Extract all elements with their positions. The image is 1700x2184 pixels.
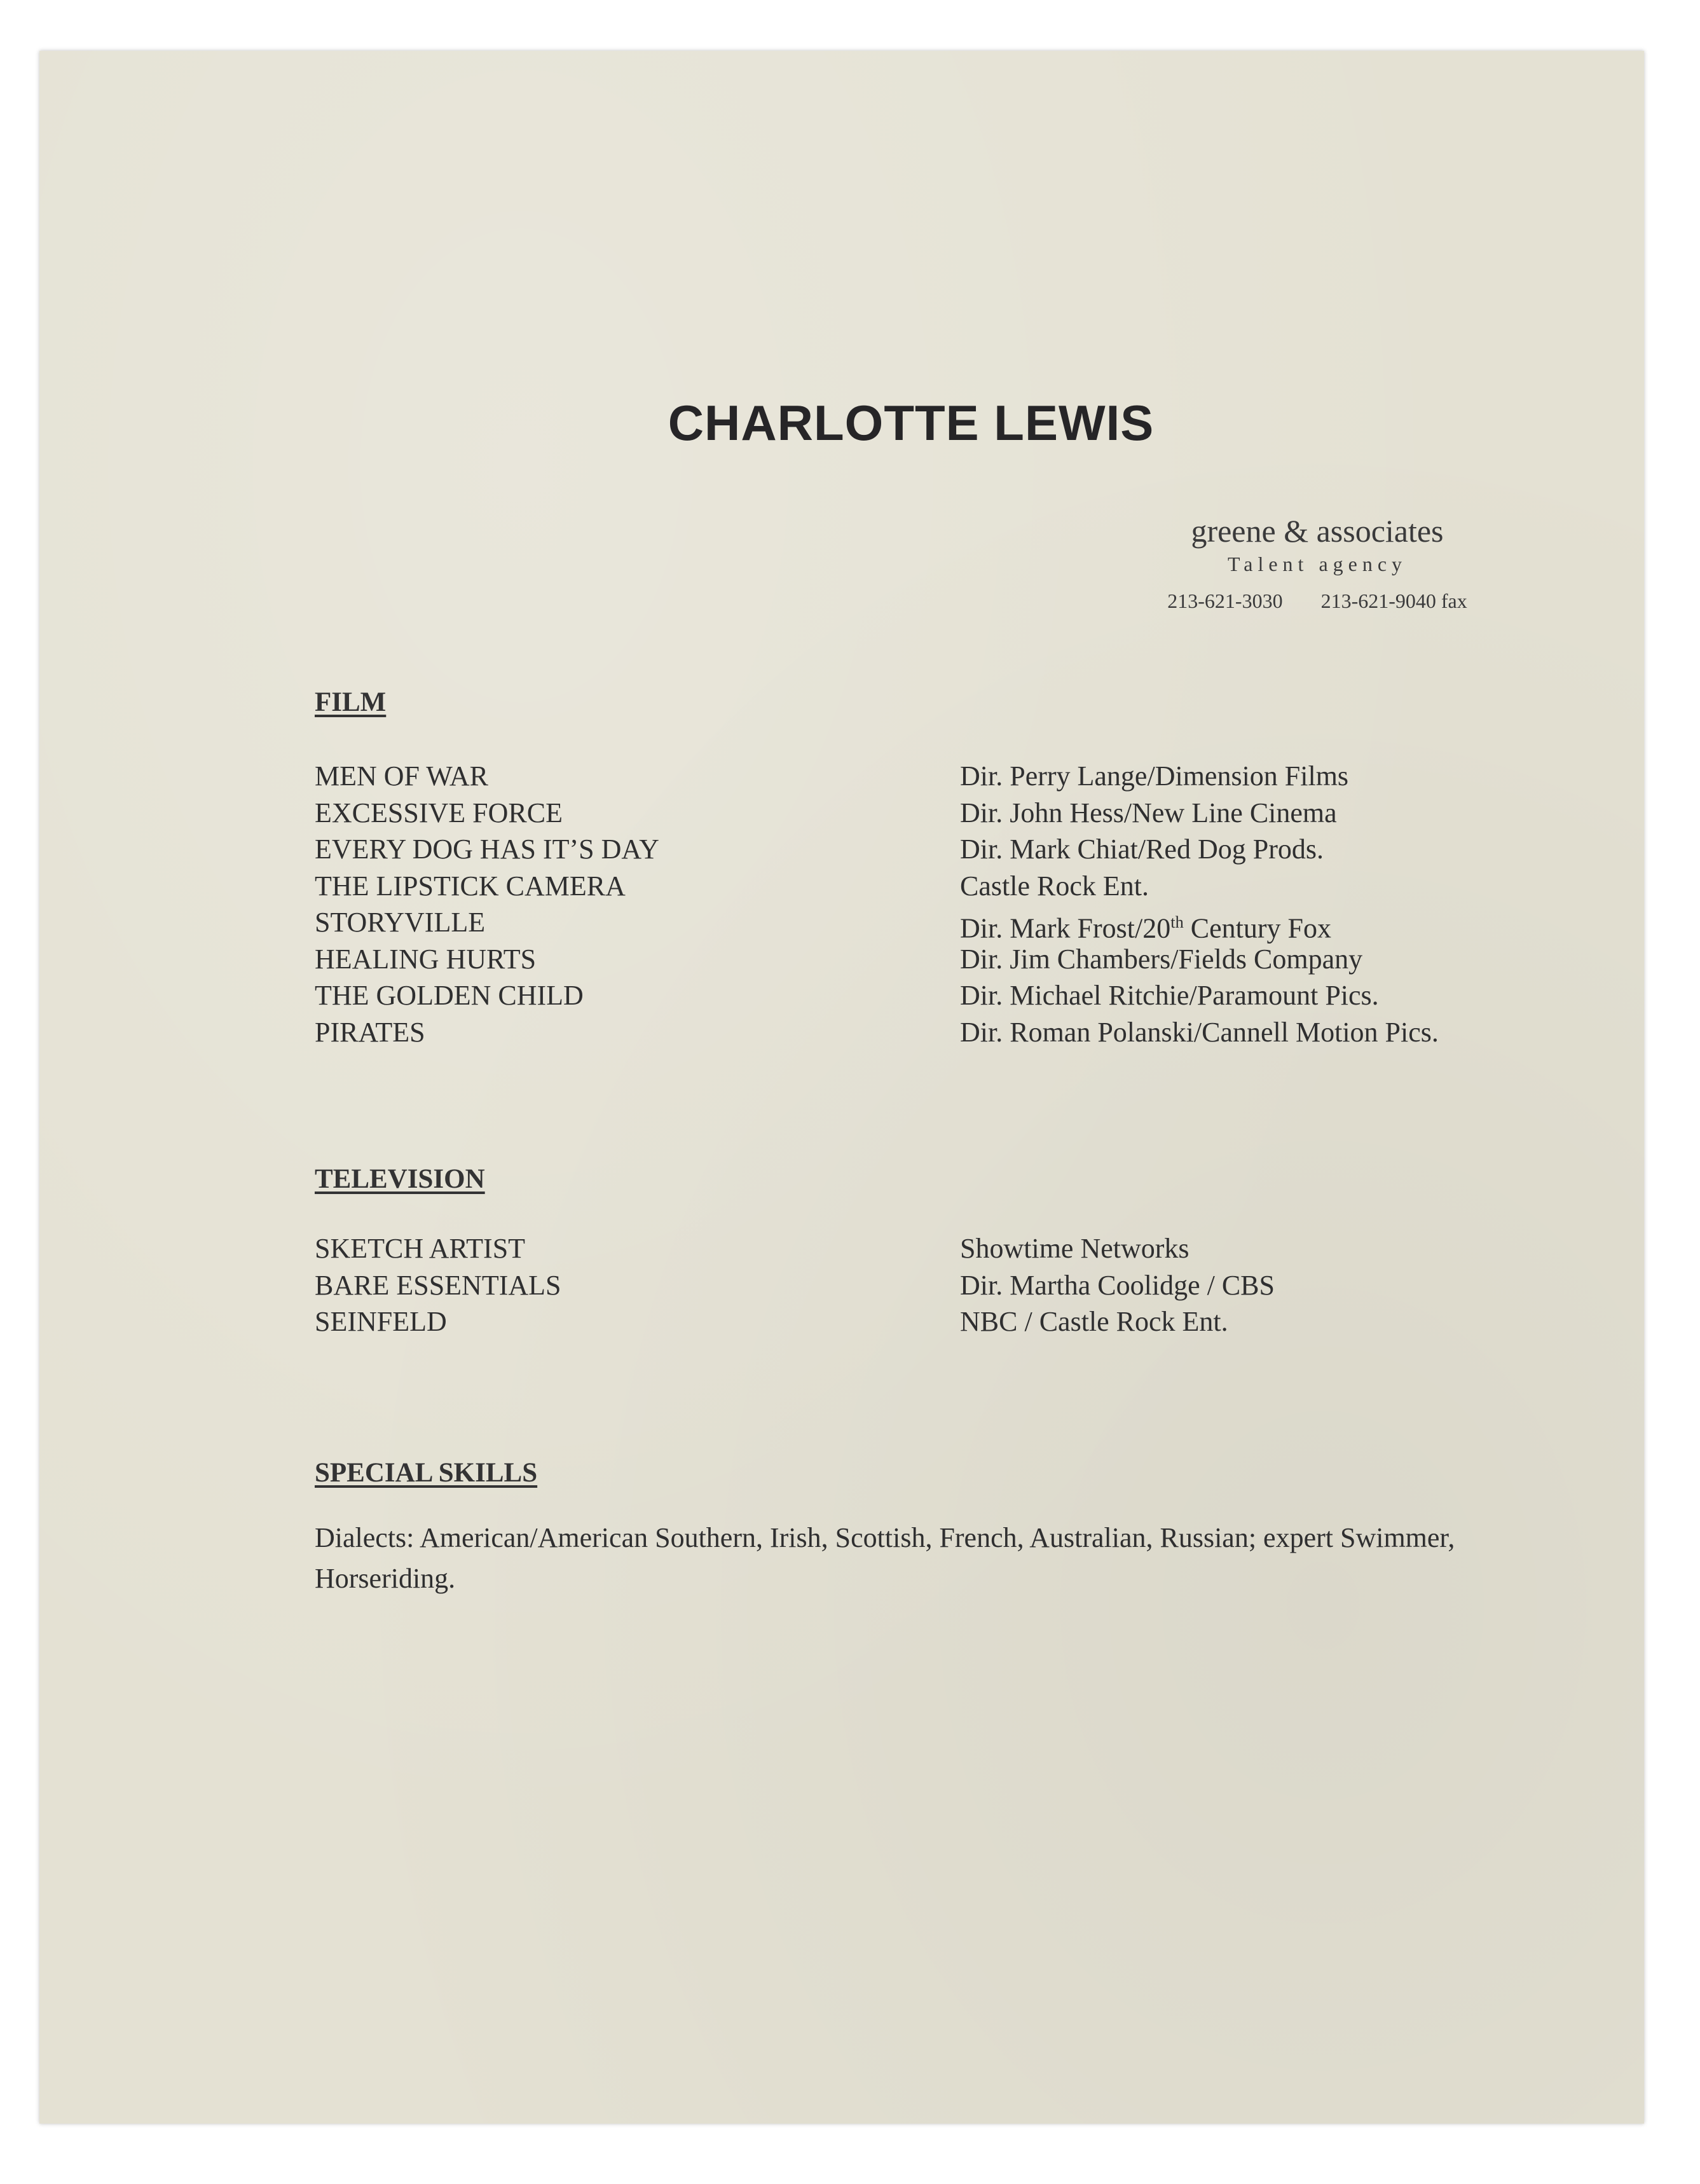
credit-title: THE LIPSTICK CAMERA bbox=[315, 870, 626, 902]
credit-detail: Showtime Networks bbox=[960, 1233, 1189, 1264]
credit-detail: Castle Rock Ent. bbox=[960, 870, 1149, 902]
resume-page bbox=[39, 51, 1644, 2124]
credit-detail: Dir. Michael Ritchie/Paramount Pics. bbox=[960, 980, 1379, 1011]
credit-title: STORYVILLE bbox=[315, 907, 486, 938]
credit-detail: Dir. John Hess/New Line Cinema bbox=[960, 797, 1337, 828]
credit-detail: Dir. Mark Frost/20th Century Fox bbox=[960, 912, 1331, 944]
agency-subtitle: Talent agency bbox=[1227, 553, 1408, 575]
special-skills-heading: SPECIAL SKILLS bbox=[315, 1458, 538, 1488]
agency-fax: 213-621-9040 fax bbox=[1320, 589, 1467, 612]
credit-title: EXCESSIVE FORCE bbox=[315, 797, 563, 828]
credit-detail: Dir. Roman Polanski/Cannell Motion Pics. bbox=[960, 1016, 1439, 1048]
credit-title: BARE ESSENTIALS bbox=[315, 1269, 561, 1301]
ordinal-suffix: th bbox=[1170, 912, 1184, 931]
credit-detail: Dir. Jim Chambers/Fields Company bbox=[960, 943, 1363, 975]
credit-detail: NBC / Castle Rock Ent. bbox=[960, 1306, 1228, 1337]
credit-detail: Dir. Martha Coolidge / CBS bbox=[960, 1269, 1275, 1301]
film-heading: FILM bbox=[315, 687, 387, 717]
credit-title: THE GOLDEN CHILD bbox=[315, 980, 584, 1011]
credit-title: HEALING HURTS bbox=[315, 943, 537, 975]
credit-detail: Dir. Mark Chiat/Red Dog Prods. bbox=[960, 834, 1324, 865]
credit-title: MEN OF WAR bbox=[315, 760, 489, 792]
television-heading: TELEVISION bbox=[315, 1164, 485, 1194]
agency-block bbox=[1095, 512, 1540, 620]
agency-phones bbox=[1095, 582, 1540, 620]
credit-title: SEINFELD bbox=[315, 1306, 447, 1337]
agency-phone: 213-621-3030 bbox=[1167, 589, 1283, 612]
credit-detail: Dir. Perry Lange/Dimension Films bbox=[960, 760, 1349, 792]
actor-name: CHARLOTTE LEWIS bbox=[668, 395, 1155, 451]
credit-title: EVERY DOG HAS IT’S DAY bbox=[315, 834, 659, 865]
credit-title: PIRATES bbox=[315, 1016, 425, 1048]
agency-name: greene & associates bbox=[1191, 513, 1444, 549]
credit-title: SKETCH ARTIST bbox=[315, 1233, 526, 1264]
special-skills-text: Dialects: American/American Southern, Irish, Scottish, French, Australian, Russian; expert Swimmer, Horseriding. bbox=[315, 1522, 1455, 1594]
